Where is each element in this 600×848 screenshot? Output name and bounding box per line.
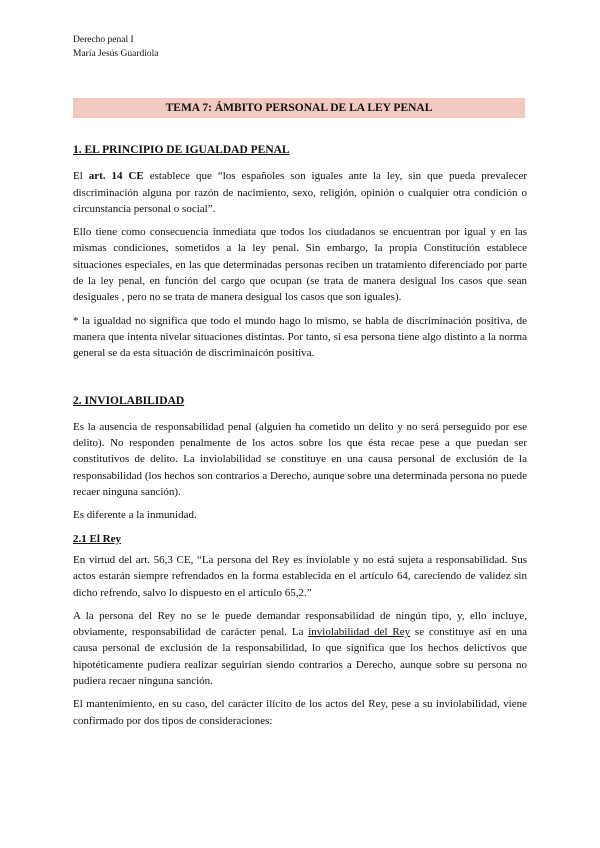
underlined-term: inviolabilidad del Rey [308,626,411,639]
subsection-2-1-paragraph-3: El mantenimiento, en su caso, del carácter ilícito de los actos del Rey, pese a su inviolabilidad, viene confirmado por dos tipos de consideraciones: [73,698,527,727]
section-2-paragraph-2: Es diferente a la inmunidad. [73,509,197,522]
section-1-note: * la igualdad no significa que todo el mundo hago lo mismo, se habla de discriminación positiva, de manera que intenta nivelar situaciones distintas. Por tanto, si esa persona tiene algo distinto a la norma general se da esta situación de discriminaicón positiva. [73,314,527,360]
section-spacer [73,369,527,393]
p2-rest: se constituye así en una causa personal de exclusión de la responsabilidad, lo que significa que los hechos delictivos que hipotéticamente pudiera realizar seguirían siendo contrarios a Derecho, aunque sobre su persona no pudiera recaer ninguna sanción. [73,626,527,688]
section-1-heading: 1. EL PRINCIPIO DE IGUALDAD PENAL [73,144,290,156]
section-1-paragraph-2: Ello tiene como consecuencia inmediata que todos los ciudadanos se encuentran por igual y en las mismas condiciones, sometidos a la ley penal. Sin embargo, la propia Constitución establece situaciones especiales, en las que determinadas personas reciben un tratamiento diferenciado por parte de la ley penal, en función del cargo que ocupan (se trata de manera desigual los casos que sean desiguales , pero no se trata de manera desigual los casos que son iguales). [73,226,527,304]
p2-start: A la persona del Rey no se le puede demandar responsabilidad de ningún tipo, y, ello incluye, obviamente, responsabilidad de carácter penal. La [73,609,527,639]
chapter-title: TEMA 7: ÁMBITO PERSONAL DE LA LEY PENAL [73,98,525,118]
p1-rest: establece que “los españoles son iguales ante la ley, sin que pueda prevalecer discriminación alguna por razón de nacimiento, sexo, religión, opinión o cualquier otra condición o circunstancia personal o social”. [73,170,527,215]
subsection-2-1-heading: 2.1 El Rey [73,532,121,545]
section-2-heading: 2. INVIOLABILIDAD [73,394,185,407]
section-2-paragraph-1: Es la ausencia de responsabilidad penal (alguien ha cometido un delito y no será perseguido por ese delito). No responden penalmente de los actos sobre los que ésta recae pese a que puedan ser constitutivos de delito. La inviolabilidad se constituye en una causa personal de exclusión de la responsabilidad (los hechos son contrarios a Derecho, aunque sobre una determinada persona no puede recaer ninguna sanción). [73,420,527,499]
subsection-2-1-paragraph-2 [73,608,527,689]
section-1-paragraph-1 [73,168,527,217]
document-body [73,142,527,736]
article-reference: art. 14 CE [88,170,144,183]
subsection-2-1-paragraph-1: En virtud del art. 56,3 CE, “La persona del Rey es inviolable y no está sujeta a responsabilidad. Sus actos estarán siempre refrendados en la forma establecida en el artículo 64, careciendo de validez sin dicho refrendo, salvo lo dispuesto en el artículo 65,2.” [73,553,527,599]
course-name: Derecho penal I [73,35,134,45]
author-name: María Jesús Guardiola [73,49,159,59]
page-header [73,33,158,61]
p1-start: El [73,170,89,183]
